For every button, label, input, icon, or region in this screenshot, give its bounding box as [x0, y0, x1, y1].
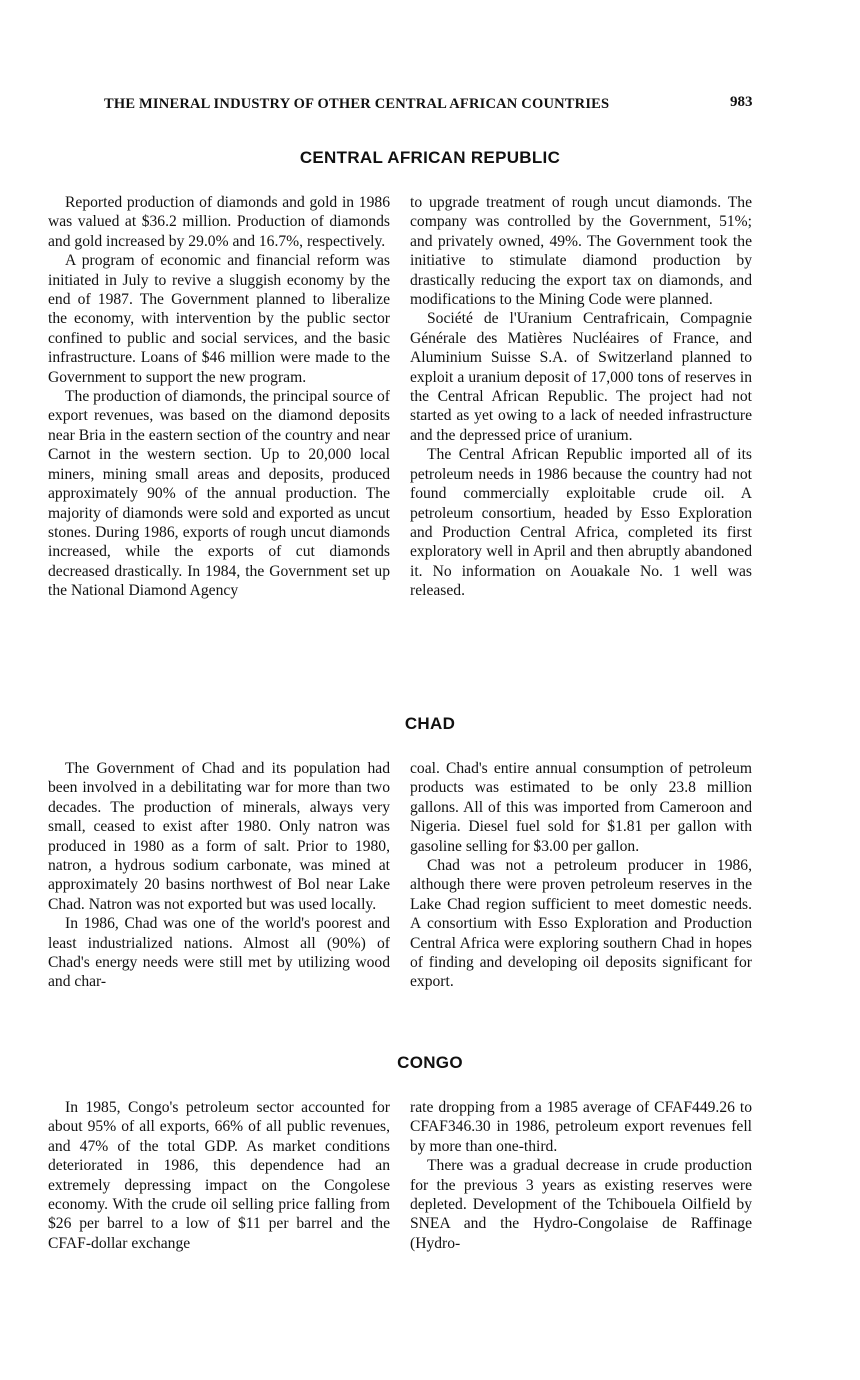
page-number: 983 [730, 94, 753, 110]
paragraph: rate dropping from a 1985 average of CFAF449.26 to CFAF346.30 in 1986, petroleum export revenues fell by more than one-third. [410, 1099, 752, 1155]
car-left-column [48, 193, 390, 601]
paragraph: to upgrade treatment of rough uncut diamonds. The company was controlled by the Government, 51%; and privately owned, 49%. The Government took the initiative to stimulate diamond production by drastically reducing the export tax on diamonds, and modifications to the Mining Code were planned. [410, 194, 752, 309]
paragraph: Société de l'Uranium Centrafricain, Compagnie Générale des Matières Nucléaires of France, and Aluminium Suisse S.A. of Switzerland planned to exploit a uranium deposit of 17,000 tons of reserves in the Central African Republic. The project had not started as yet owing to a lack of needed infrastructure and the depressed price of uranium. [410, 310, 752, 444]
paragraph: Reported production of diamonds and gold in 1986 was valued at $36.2 million. Production of diamonds and gold increased by 29.0% and 16.7%, respectively. [48, 194, 390, 250]
paragraph: coal. Chad's entire annual consumption of petroleum products was estimated to be only 23.8 million gallons. All of this was imported from Cameroon and Nigeria. Diesel fuel sold for $1.81 per gallon with gasoline selling for $3.00 per gallon. [410, 760, 752, 855]
car-right-column [410, 193, 752, 601]
paragraph: In 1986, Chad was one of the world's poorest and least industrialized nations. Almost all (90%) of Chad's energy needs were still met by utilizing wood and char- [48, 915, 390, 991]
paragraph: There was a gradual decrease in crude production for the previous 3 years as existing reserves were depleted. Development of the Tchibouela Oilfield by SNEA and the Hydro-Congolaise de Raffinage (Hydro- [410, 1157, 752, 1252]
paragraph: The Government of Chad and its population had been involved in a debilitating war for more than two decades. The production of minerals, always very small, ceased to exist after 1980. Only natron was produced in 1980 as a form of salt. Prior to 1980, natron, a hydrous sodium carbonate, was mined at approximately 20 basins northwest of Bol near Lake Chad. Natron was not exported but was used locally. [48, 760, 390, 913]
chad-right-column [410, 759, 752, 992]
congo-right-column [410, 1098, 752, 1253]
paragraph: A program of economic and financial reform was initiated in July to revive a sluggish economy by the end of 1987. The Government planned to liberalize the economy, with intervention by the public sector confined to public and social services, and the basic infrastructure. Loans of $46 million were made to the Government to support the new program. [48, 252, 390, 386]
section-title-central-african-republic: CENTRAL AFRICAN REPUBLIC [299, 148, 561, 167]
paragraph: Chad was not a petroleum producer in 1986, although there were proven petroleum reserves in the Lake Chad region sufficient to meet domestic needs. A consortium with Esso Exploration and Production Central Africa were exploring southern Chad in hopes of finding and developing oil deposits significant for export. [410, 857, 752, 991]
chad-left-column [48, 759, 390, 992]
paragraph: The Central African Republic imported all of its petroleum needs in 1986 because the country had not found commercially exploitable crude oil. A petroleum consortium, headed by Esso Exploration and Production Central Africa, completed its first exploratory well in April and then abruptly abandoned it. No information on Aouakale No. 1 well was released. [410, 446, 752, 600]
running-header: THE MINERAL INDUSTRY OF OTHER CENTRAL AFRICAN COUNTRIES [104, 96, 610, 112]
congo-left-column [48, 1098, 390, 1253]
section-title-congo: CONGO [397, 1053, 463, 1072]
paragraph: In 1985, Congo's petroleum sector accounted for about 95% of all exports, 66% of all public revenues, and 47% of the total GDP. As market conditions deteriorated in 1986, this dependence had an extremely depressing impact on the Congolese economy. With the crude oil selling price falling from $26 per barrel to a low of $11 per barrel and the CFAF-dollar exchange [48, 1099, 390, 1252]
paragraph: The production of diamonds, the principal source of export revenues, was based on the diamond deposits near Bria in the eastern section of the country and near Carnot in the western section. Up to 20,000 local miners, mining small areas and deposits, produced approximately 90% of the annual production. The majority of diamonds were sold and exported as uncut stones. During 1986, exports of rough uncut diamonds increased, while the exports of cut diamonds decreased drastically. In 1984, the Government set up the National Diamond Agency [48, 388, 390, 600]
section-title-chad: CHAD [404, 714, 456, 733]
